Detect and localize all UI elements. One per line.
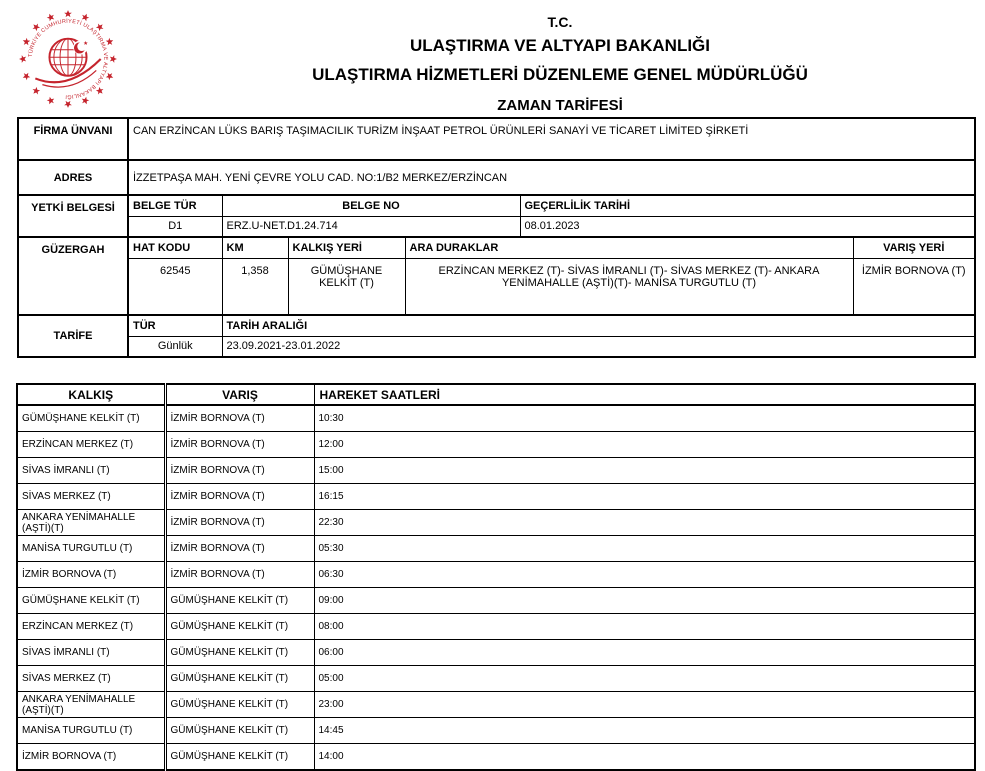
schedule-row xyxy=(17,744,975,771)
gecerlilik-value: 08.01.2023 xyxy=(520,216,975,237)
schedule-row xyxy=(17,640,975,666)
kalkis-cell: İZMİR BORNOVA (T) xyxy=(17,744,165,771)
schedule-row xyxy=(17,718,975,744)
kalkis-column-header: KALKIŞ xyxy=(17,384,165,405)
schedule-row xyxy=(17,692,975,718)
belge-no-value: ERZ.U-NET.D1.24.714 xyxy=(222,216,520,237)
ara-duraklar-value: ERZİNCAN MERKEZ (T)- SİVAS İMRANLI (T)- SİVAS MERKEZ (T)- ANKARA YENİMAHALLE (AŞTİ)(T)- MANİSA TURGUTLU (T) xyxy=(405,258,853,315)
kalkis-cell: ERZİNCAN MERKEZ (T) xyxy=(17,614,165,640)
seal-ring-text: TÜRKİYE CUMHURİYETİ ULAŞTIRMA VE ALTYAPI BAKANLIĞI xyxy=(27,18,108,100)
kalkis-cell: İZMİR BORNOVA (T) xyxy=(17,562,165,588)
document-header xyxy=(0,0,985,114)
varis-cell: İZMİR BORNOVA (T) xyxy=(165,510,314,536)
title-block xyxy=(135,6,985,114)
varis-cell: İZMİR BORNOVA (T) xyxy=(165,405,314,432)
firma-row xyxy=(18,118,975,160)
saat-cell: 14:00 xyxy=(314,744,975,771)
varis-column-header: VARIŞ xyxy=(165,384,314,405)
kalkis-cell: MANİSA TURGUTLU (T) xyxy=(17,536,165,562)
title-directorate: ULAŞTIRMA HİZMETLERİ DÜZENLEME GENEL MÜDÜRLÜĞÜ xyxy=(312,65,808,84)
km-header: KM xyxy=(222,237,288,258)
saat-cell: 08:00 xyxy=(314,614,975,640)
varis-cell: GÜMÜŞHANE KELKİT (T) xyxy=(165,744,314,771)
varis-yeri-header: VARIŞ YERİ xyxy=(853,237,975,258)
saat-cell: 06:30 xyxy=(314,562,975,588)
saat-cell: 15:00 xyxy=(314,458,975,484)
belge-no-header: BELGE NO xyxy=(222,195,520,216)
kalkis-cell: SİVAS İMRANLI (T) xyxy=(17,458,165,484)
varis-cell: GÜMÜŞHANE KELKİT (T) xyxy=(165,640,314,666)
schedule-row xyxy=(17,510,975,536)
tarife-label: TARİFE xyxy=(18,315,128,357)
document-title: ZAMAN TARİFESİ xyxy=(497,97,623,114)
varis-yeri-value: İZMİR BORNOVA (T) xyxy=(853,258,975,315)
kalkis-cell: ANKARA YENİMAHALLE (AŞTİ)(T) xyxy=(17,510,165,536)
schedule-row xyxy=(17,588,975,614)
tarife-header-row xyxy=(18,315,975,336)
kalkis-cell: SİVAS İMRANLI (T) xyxy=(17,640,165,666)
belge-tur-value: D1 xyxy=(128,216,222,237)
schedule-row xyxy=(17,432,975,458)
saat-cell: 10:30 xyxy=(314,405,975,432)
yetki-data-row xyxy=(18,216,975,237)
varis-cell: İZMİR BORNOVA (T) xyxy=(165,536,314,562)
ara-duraklar-header: ARA DURAKLAR xyxy=(405,237,853,258)
varis-cell: GÜMÜŞHANE KELKİT (T) xyxy=(165,692,314,718)
km-value: 1,358 xyxy=(222,258,288,315)
varis-cell: İZMİR BORNOVA (T) xyxy=(165,562,314,588)
hat-kodu-value: 62545 xyxy=(128,258,222,315)
kalkis-cell: GÜMÜŞHANE KELKİT (T) xyxy=(17,405,165,432)
saat-cell: 22:30 xyxy=(314,510,975,536)
yetki-header-row xyxy=(18,195,975,216)
tarih-araligi-value: 23.09.2021-23.01.2022 xyxy=(222,336,975,357)
varis-cell: GÜMÜŞHANE KELKİT (T) xyxy=(165,666,314,692)
guzergah-header-row xyxy=(18,237,975,258)
tur-value: Günlük xyxy=(128,336,222,357)
title-tc: T.C. xyxy=(547,14,573,30)
saat-cell: 12:00 xyxy=(314,432,975,458)
belge-tur-header: BELGE TÜR xyxy=(128,195,222,216)
hareket-column-header: HAREKET SAATLERİ xyxy=(314,384,975,405)
yetki-belgesi-label: YETKİ BELGESİ xyxy=(18,195,128,237)
schedule-row xyxy=(17,484,975,510)
schedule-row xyxy=(17,536,975,562)
saat-cell: 16:15 xyxy=(314,484,975,510)
guzergah-data-row xyxy=(18,258,975,315)
tarife-data-row xyxy=(18,336,975,357)
varis-cell: İZMİR BORNOVA (T) xyxy=(165,458,314,484)
varis-cell: GÜMÜŞHANE KELKİT (T) xyxy=(165,718,314,744)
schedule-row xyxy=(17,614,975,640)
schedule-row xyxy=(17,562,975,588)
gecerlilik-header: GEÇERLİLİK TARİHİ xyxy=(520,195,975,216)
saat-cell: 23:00 xyxy=(314,692,975,718)
saat-cell: 09:00 xyxy=(314,588,975,614)
info-table xyxy=(17,117,976,358)
tarih-araligi-header: TARİH ARALIĞI xyxy=(222,315,975,336)
kalkis-yeri-value: GÜMÜŞHANE KELKİT (T) xyxy=(288,258,405,315)
schedule-row xyxy=(17,666,975,692)
ministry-seal-icon xyxy=(15,6,121,112)
kalkis-cell: GÜMÜŞHANE KELKİT (T) xyxy=(17,588,165,614)
kalkis-yeri-header: KALKIŞ YERİ xyxy=(288,237,405,258)
firma-unvani-value: CAN ERZİNCAN LÜKS BARIŞ TAŞIMACILIK TURİZM İNŞAAT PETROL ÜRÜNLERİ SANAYİ VE TİCARET LİMİTED ŞİRKETİ xyxy=(128,118,975,160)
adres-row xyxy=(18,160,975,195)
schedule-row xyxy=(17,458,975,484)
kalkis-cell: ERZİNCAN MERKEZ (T) xyxy=(17,432,165,458)
saat-cell: 05:30 xyxy=(314,536,975,562)
firma-unvani-label: FİRMA ÜNVANI xyxy=(18,118,128,160)
kalkis-cell: MANİSA TURGUTLU (T) xyxy=(17,718,165,744)
varis-cell: İZMİR BORNOVA (T) xyxy=(165,432,314,458)
varis-cell: GÜMÜŞHANE KELKİT (T) xyxy=(165,614,314,640)
ministry-seal-logo xyxy=(0,6,135,112)
kalkis-cell: ANKARA YENİMAHALLE (AŞTİ)(T) xyxy=(17,692,165,718)
schedule-table xyxy=(16,383,976,771)
schedule-row xyxy=(17,405,975,432)
saat-cell: 05:00 xyxy=(314,666,975,692)
varis-cell: İZMİR BORNOVA (T) xyxy=(165,484,314,510)
hat-kodu-header: HAT KODU xyxy=(128,237,222,258)
saat-cell: 14:45 xyxy=(314,718,975,744)
varis-cell: GÜMÜŞHANE KELKİT (T) xyxy=(165,588,314,614)
guzergah-label: GÜZERGAH xyxy=(18,237,128,315)
tur-header: TÜR xyxy=(128,315,222,336)
title-ministry: ULAŞTIRMA VE ALTYAPI BAKANLIĞI xyxy=(409,36,711,55)
adres-value: İZZETPAŞA MAH. YENİ ÇEVRE YOLU CAD. NO:1/B2 MERKEZ/ERZİNCAN xyxy=(128,160,975,195)
kalkis-cell: SİVAS MERKEZ (T) xyxy=(17,484,165,510)
kalkis-cell: SİVAS MERKEZ (T) xyxy=(17,666,165,692)
saat-cell: 06:00 xyxy=(314,640,975,666)
adres-label: ADRES xyxy=(18,160,128,195)
schedule-header-row xyxy=(17,384,975,405)
